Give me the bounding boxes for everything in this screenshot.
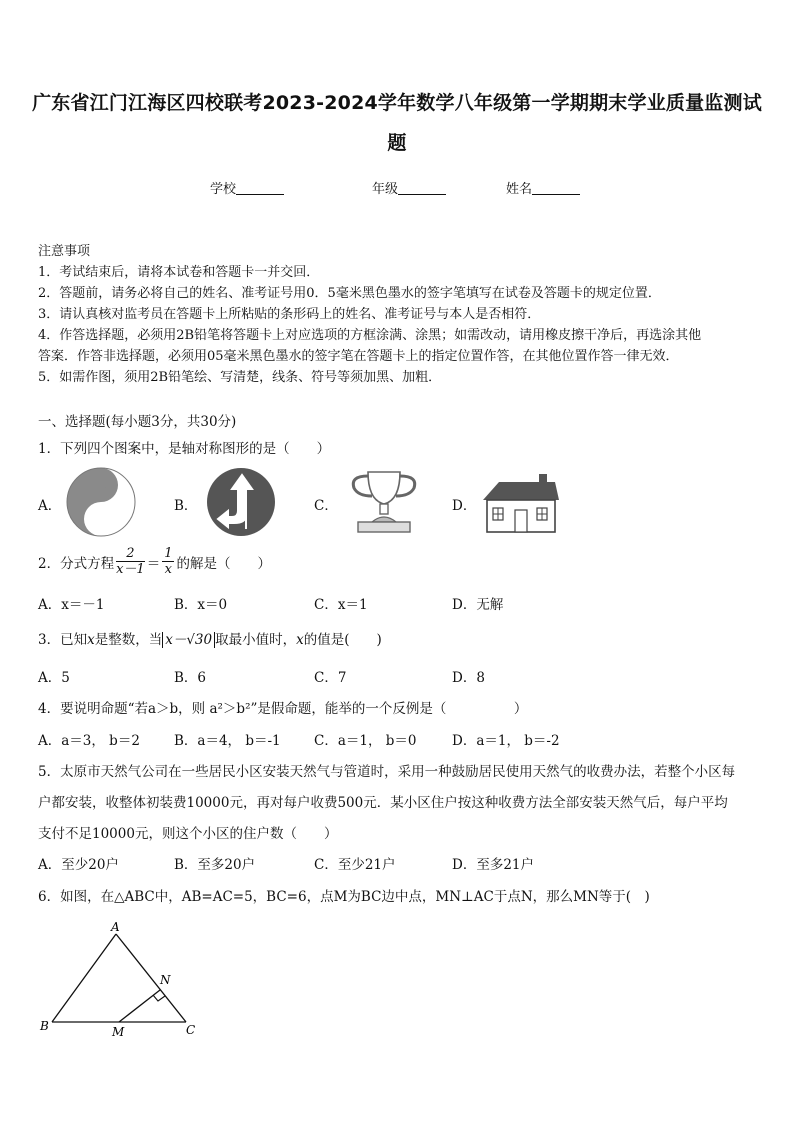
q2-num1: 2	[116, 546, 145, 562]
q2-fraction-left	[116, 546, 145, 577]
school-blank	[236, 180, 284, 195]
label-m: M	[112, 1025, 125, 1039]
school-field	[210, 180, 284, 200]
q3-prefix: 3．已知	[38, 632, 88, 648]
q2-den1: x－1	[116, 562, 145, 577]
note-4: 4．作答选择题，必须用2B铅笔将答题卡上对应选项的方框涂满、涂黑；如需改动，请用橡皮擦干净后，再选涂其他	[38, 328, 702, 343]
trophy-image	[344, 466, 424, 536]
q2-option-d: D．无解	[452, 597, 504, 613]
q4-option-d: D．a＝1， b＝-2	[452, 733, 560, 749]
note-5: 5．如需作图，须用2B铅笔绘、写清楚，线条、符号等须加黑、加粗．	[38, 370, 442, 385]
q3-option-b: B．6	[174, 670, 207, 686]
q3-var2: x	[296, 632, 304, 648]
note-2: 2．答题前，请务必将自己的姓名、准考证号用0．5毫米黑色墨水的签字笔填写在试卷及答题卡的规定位置．	[38, 286, 661, 301]
q2-fraction-right	[162, 546, 174, 577]
q6-stem: 6．如图，在△ABC中，AB=AC=5，BC=6，点M为BC边中点，MN⊥AC于点N，那么MN等于( )	[38, 889, 650, 905]
q5-option-c: C．至少21户	[314, 857, 396, 873]
school-label: 学校	[210, 182, 237, 197]
q2-prefix: 2．分式方程	[38, 555, 115, 572]
page-title-cont: 题	[387, 132, 407, 154]
right-angle-mark	[153, 995, 165, 1001]
q3-var: x	[87, 632, 95, 648]
label-a: A	[111, 920, 120, 934]
q2-num2: 1	[164, 546, 173, 561]
q5-option-b: B．至多20户	[174, 857, 256, 873]
q3-end: 的值是( )	[303, 632, 382, 648]
label-b: B	[40, 1019, 49, 1033]
label-n: N	[160, 973, 171, 987]
name-label: 姓名	[506, 182, 533, 197]
side-ab	[52, 934, 116, 1022]
q1-option-c: C．	[314, 498, 338, 514]
q5-option-d: D．至多21户	[452, 857, 535, 873]
q4-option-a: A．a＝3， b＝2	[38, 733, 140, 749]
q1-option-b: B．	[174, 498, 198, 514]
q4-option-c: C．a＝1， b＝0	[314, 733, 417, 749]
grade-label: 年级	[372, 182, 399, 197]
q2-option-b: B．x＝0	[174, 597, 228, 613]
q3-stem	[38, 628, 382, 648]
q5-line-1: 5．太原市天然气公司在一些居民小区安装天然气与管道时，采用一种鼓励居民使用天然气的收费办法，若整个小区每	[38, 764, 736, 780]
note-4-cont: 答案．作答非选择题，必须用05毫米黑色墨水的签字笔在答题卡上的指定位置作答，在其他位置作答一律无效．	[38, 349, 679, 364]
q2-option-c: C．x＝1	[314, 597, 368, 613]
q5-line-3: 支付不足10000元，则这个小区的住户数（ ）	[38, 826, 338, 842]
house-image	[481, 470, 561, 534]
q3-post: 取最小值时，	[215, 632, 297, 648]
q3-mid: 是整数，当	[94, 632, 163, 648]
section-heading: 一、选择题(每小题3分，共30分)	[38, 414, 237, 430]
yin-yang-image	[66, 467, 136, 537]
segment-mn	[119, 990, 160, 1022]
q4-option-b: B．a＝4， b＝-1	[174, 733, 281, 749]
q1-option-d: D．	[452, 498, 477, 514]
q2-suffix: 的解是（ ）	[176, 555, 271, 572]
note-1: 1．考试结束后，请将本试卷和答题卡一并交回．	[38, 265, 320, 280]
q1-option-a: A．	[38, 498, 62, 514]
note-3: 3．请认真核对监考员在答题卡上所粘贴的条形码上的姓名、准考证号与本人是否相符．	[38, 307, 541, 322]
q2-equals: ＝	[146, 555, 161, 572]
q3-option-d: D．8	[452, 670, 485, 686]
q5-line-2: 户都安装，收整体初装费10000元，再对每户收费500元．某小区住户按这种收费方法全部安装天然气后，每户平均	[38, 795, 728, 811]
name-blank	[532, 180, 580, 195]
road-sign-image	[206, 467, 276, 537]
q3-option-c: C．7	[314, 670, 347, 686]
triangle-diagram	[36, 918, 216, 1043]
name-field	[506, 180, 580, 200]
notes-heading: 注意事项	[38, 244, 91, 259]
q1-stem: 1．下列四个图案中，是轴对称图形的是（ ）	[38, 441, 331, 457]
q3-abs-expression: x－√30	[162, 632, 215, 648]
side-ac	[116, 934, 186, 1022]
q3-option-a: A．5	[38, 670, 70, 686]
page-title: 广东省江门江海区四校联考2023-2024学年数学八年级第一学期期末学业质量监测试	[32, 92, 762, 114]
grade-blank	[398, 180, 446, 195]
q2-option-a: A．x＝－1	[38, 597, 105, 613]
q5-option-a: A．至少20户	[38, 857, 119, 873]
label-c: C	[186, 1023, 196, 1037]
q4-stem: 4．要说明命题“若a＞b，则 a²＞b²”是假命题，能举的一个反例是（ ）	[38, 701, 528, 717]
q2-den2: x	[164, 562, 173, 577]
grade-field	[372, 180, 446, 200]
q2-stem	[38, 546, 271, 577]
